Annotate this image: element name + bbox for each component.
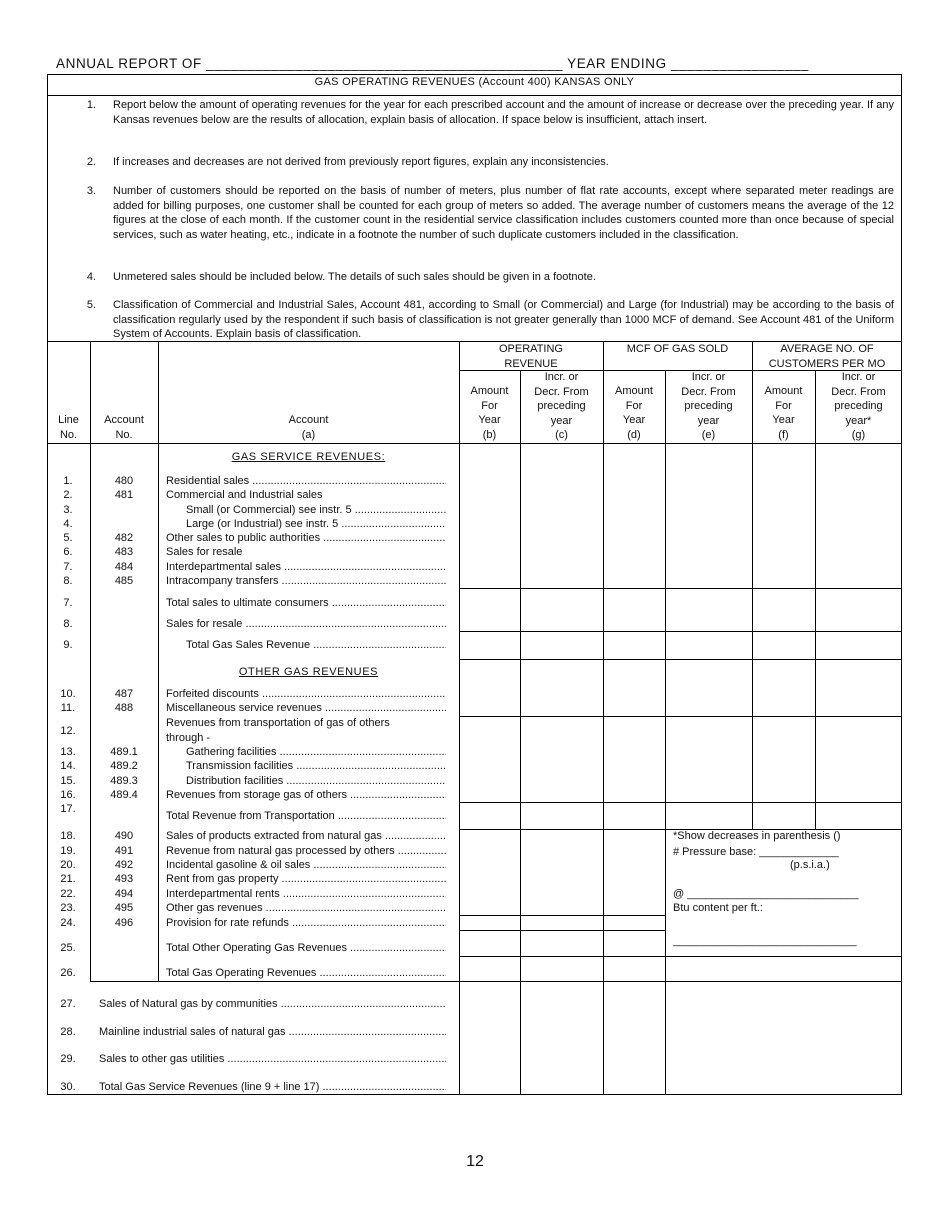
section-other-gas: OTHER GAS REVENUES [238,666,379,678]
header-account-no: Account No. [104,414,144,441]
header-col-b: Amount For Year (b) [470,385,509,441]
header-col-d: Amount For Year (d) [615,385,653,441]
header-mcf-sold: MCF OF GAS SOLD [626,343,729,355]
header-account: Account (a) [288,414,329,441]
report-header: ANNUAL REPORT OF ____________________________________________ YEAR ENDING _________________ [56,56,809,71]
note-at: @ ____________________________ [673,888,859,900]
header-col-f: Amount For Year (f) [764,385,803,441]
header-col-g: Incr. or Decr. From preceding year* (g) [831,371,886,441]
form-title: GAS OPERATING REVENUES (Account 400) KANSAS ONLY [314,76,635,88]
note-psia: (p.s.i.a.) [790,859,830,871]
header-col-e: Incr. or Decr. From preceding year (e) [681,371,736,441]
note-blank-line: ______________________________ [673,935,857,947]
header-col-c: Incr. or Decr. From preceding year (c) [534,371,589,441]
header-operating-revenue: OPERATING REVENUE [499,343,563,370]
note-pressure: # Pressure base: _____________ [673,846,839,858]
header-avg-customers: AVERAGE NO. OF CUSTOMERS PER MO [768,343,886,370]
section-gas-service: GAS SERVICE REVENUES: [231,451,386,463]
page-number: 12 [466,1153,484,1170]
note-btu: Btu content per ft.: [673,902,763,914]
header-line-no: Line No. [58,414,79,441]
note-decreases: *Show decreases in parenthesis () [673,830,841,842]
